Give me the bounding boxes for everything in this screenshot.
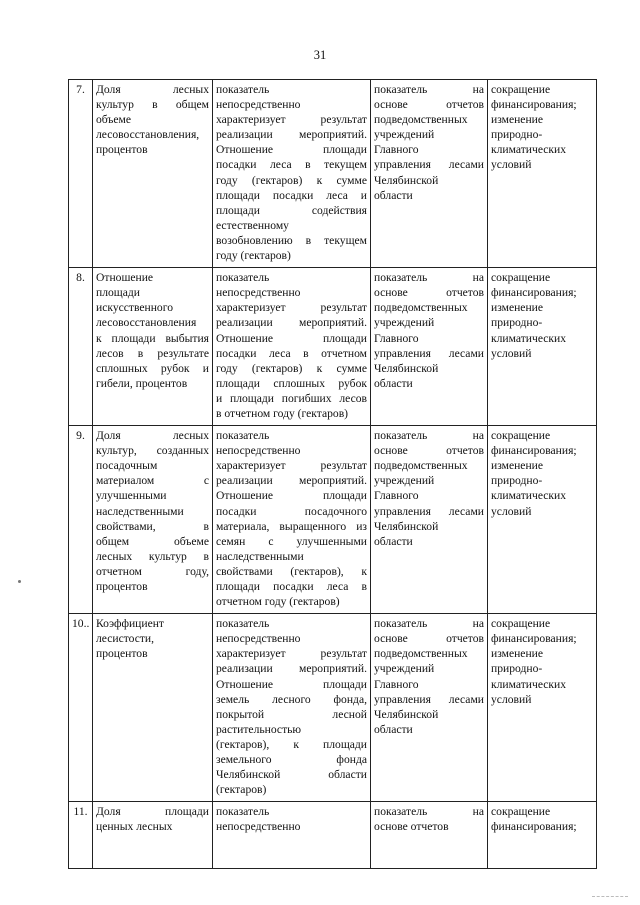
indicator-name-line: площади [96, 286, 140, 300]
indicator-name-line: Доля лесных [96, 429, 209, 443]
indicator-name-cell [93, 268, 213, 426]
risk-factors-line: природно- [491, 662, 543, 676]
risk-factors-cell [488, 802, 597, 869]
indicator-name-cell [93, 802, 213, 869]
data-source-line: учреждений [374, 474, 435, 488]
data-source-line: показатель на [374, 271, 484, 285]
indicator-description-cell [213, 802, 371, 869]
indicator-description-cell [213, 268, 371, 426]
indicator-description-line: непосредственно [216, 444, 301, 458]
risk-factors-line: сокращение [491, 805, 551, 819]
indicator-name-line: отчетном году, [96, 564, 209, 578]
row-number-cell: 11. [69, 802, 93, 869]
data-source-line: области [374, 722, 413, 736]
indicator-name-line: ценных лесных [96, 820, 173, 834]
indicator-name-line: лесных культур в [96, 549, 209, 563]
data-source-line: управления лесами [374, 346, 484, 360]
data-source-line: управления лесами [374, 692, 484, 706]
indicator-description-line: реализации мероприятий. [216, 474, 367, 488]
risk-factors-cell [488, 268, 597, 426]
table-row [69, 426, 597, 614]
indicator-description-line: году (гектаров) к сумме [216, 173, 367, 187]
risk-factors-line: изменение [491, 301, 544, 315]
indicator-name-line: улучшенными [96, 489, 167, 503]
data-source-line: показатель на [374, 805, 484, 819]
indicator-description-line: Челябинской области [216, 768, 367, 782]
indicators-table [68, 79, 597, 869]
indicator-description-line: реализации мероприятий. [216, 316, 367, 330]
indicator-description-line: характеризует результат [216, 647, 367, 661]
indicator-name-line: объеме [96, 113, 132, 127]
risk-factors-cell [488, 80, 597, 268]
table-body [69, 80, 597, 869]
risk-factors-cell [488, 614, 597, 802]
indicator-name-line: лесовосстановления [96, 316, 197, 330]
indicator-description-line: Отношение площади [216, 331, 367, 345]
indicator-description-line: реализации мероприятий. [216, 662, 367, 676]
indicator-description-line: непосредственно [216, 820, 301, 834]
data-source-line: основе отчетов [374, 98, 484, 112]
indicator-name-line: сплошных рубок и [96, 361, 209, 375]
indicator-description-line: земельного фонда [216, 753, 367, 767]
indicator-name-cell [93, 426, 213, 614]
indicator-description-line: в отчетном году (гектаров) [216, 406, 349, 420]
indicator-description-line: отчетном году (гектаров) [216, 595, 340, 609]
indicator-description-line: непосредственно [216, 286, 301, 300]
indicator-name-cell [93, 80, 213, 268]
indicator-name-line: к площади выбытия [96, 331, 209, 345]
risk-factors-line: условий [491, 692, 532, 706]
risk-factors-line: климатических [491, 677, 567, 691]
data-source-line: основе отчетов [374, 820, 449, 834]
indicator-description-line: свойствами (гектаров), к [216, 564, 367, 578]
indicator-description-line: материала, выращенного из [216, 519, 367, 533]
indicator-name-line: общем объеме [96, 534, 209, 548]
risk-factors-line: природно- [491, 474, 543, 488]
data-source-line: подведомственных [374, 459, 468, 473]
data-source-line: подведомственных [374, 647, 468, 661]
data-source-cell [371, 802, 488, 869]
page-number: 31 [313, 48, 327, 62]
indicator-name-line: наследственными [96, 504, 184, 518]
indicator-description-line: показатель [216, 271, 270, 285]
data-source-cell [371, 268, 488, 426]
indicator-name-line: процентов [96, 143, 148, 157]
indicator-description-line: реализации мероприятий. [216, 128, 367, 142]
risk-factors-line: сокращение [491, 83, 551, 96]
indicator-name-line: культур, созданных [96, 444, 209, 458]
indicator-name-line: лесов в результате [96, 346, 209, 360]
risk-factors-line: сокращение [491, 617, 551, 631]
risk-factors-line: климатических [491, 143, 567, 157]
table-row [69, 268, 597, 426]
risk-factors-line: климатических [491, 489, 567, 503]
indicator-description-line: непосредственно [216, 98, 301, 112]
indicator-name-line: материалом с [96, 474, 209, 488]
indicator-name-line: гибели, процентов [96, 376, 188, 390]
indicator-description-line: Отношение площади [216, 143, 367, 157]
risk-factors-line: финансирования; [491, 98, 577, 112]
indicator-description-line: непосредственно [216, 632, 301, 646]
data-source-line: учреждений [374, 128, 435, 142]
data-source-cell [371, 80, 488, 268]
table-row [69, 802, 597, 869]
indicator-name-line: лесовосстановления, [96, 128, 200, 142]
data-source-line: основе отчетов [374, 286, 484, 300]
indicator-description-line: году (гектаров) [216, 249, 291, 263]
risk-factors-line: изменение [491, 459, 544, 473]
risk-factors-line: изменение [491, 113, 544, 127]
indicator-description-line: показатель [216, 83, 270, 96]
indicator-description-line: естественному [216, 218, 289, 232]
risk-factors-line: условий [491, 346, 532, 360]
indicator-description-cell [213, 614, 371, 802]
scan-dot [18, 580, 21, 583]
risk-factors-line: финансирования; [491, 286, 577, 300]
risk-factors-line: финансирования; [491, 820, 577, 834]
data-source-line: учреждений [374, 662, 435, 676]
indicator-description-line: покрытой лесной [216, 707, 367, 721]
indicator-description-line: посадки леса в отчетном [216, 346, 367, 360]
risk-factors-line: сокращение [491, 271, 551, 285]
row-number-cell: 10.. [69, 614, 93, 802]
indicator-description-cell [213, 426, 371, 614]
indicator-description-line: семян с улучшенными [216, 534, 367, 548]
indicator-description-line: характеризует результат [216, 301, 367, 315]
indicator-description-line: (гектаров), к площади [216, 737, 367, 751]
data-source-line: управления лесами [374, 504, 484, 518]
data-source-line: Челябинской [374, 519, 439, 533]
risk-factors-line: изменение [491, 647, 544, 661]
indicator-name-line: культур в общем [96, 98, 209, 112]
data-source-line: области [374, 534, 413, 548]
table-row [69, 80, 597, 268]
data-source-line: показатель на [374, 83, 484, 96]
data-source-cell [371, 426, 488, 614]
row-number-cell: 7. [69, 80, 93, 268]
indicator-name-line: лесистости, [96, 632, 155, 646]
indicator-description-line: земель лесного фонда, [216, 692, 367, 706]
risk-factors-line: природно- [491, 128, 543, 142]
data-source-line: Челябинской [374, 361, 439, 375]
indicator-name-line: искусственного [96, 301, 173, 315]
data-source-line: Главного [374, 489, 419, 503]
data-source-line: Челябинской [374, 707, 439, 721]
indicator-description-line: Отношение площади [216, 489, 367, 503]
indicator-description-line: посадки леса в текущем [216, 158, 367, 172]
data-source-line: Главного [374, 143, 419, 157]
row-number-cell: 9. [69, 426, 93, 614]
data-source-line: управления лесами [374, 158, 484, 172]
indicator-name-line: Доля лесных [96, 83, 209, 96]
indicator-description-line: площади содействия [216, 203, 367, 217]
indicator-description-line: возобновлению в текущем [216, 233, 367, 247]
indicator-name-line: Доля площади [96, 805, 209, 819]
indicator-description-line: и площади погибших лесов [216, 391, 367, 405]
data-source-line: учреждений [374, 316, 435, 330]
indicator-name-cell [93, 614, 213, 802]
indicator-description-line: площади посадки леса в [216, 580, 367, 593]
indicator-description-line: наследственными [216, 549, 304, 563]
indicator-description-line: растительностью [216, 722, 302, 736]
data-source-line: основе отчетов [374, 632, 484, 646]
data-source-cell [371, 614, 488, 802]
risk-factors-line: условий [491, 158, 532, 172]
indicator-description-line: площади сплошных рубок [216, 376, 367, 390]
risk-factors-line: климатических [491, 331, 567, 345]
risk-factors-line: сокращение [491, 429, 551, 443]
indicator-description-line: Отношение площади [216, 677, 367, 691]
indicator-description-line: (гектаров) [216, 783, 267, 797]
data-source-line: показатель на [374, 617, 484, 631]
indicator-description-line: характеризует результат [216, 113, 367, 127]
data-source-line: подведомственных [374, 113, 468, 127]
risk-factors-line: условий [491, 504, 532, 518]
indicator-name-line: процентов [96, 647, 148, 661]
indicator-name-line: Коэффициент [96, 617, 164, 631]
table-row [69, 614, 597, 802]
risk-factors-line: природно- [491, 316, 543, 330]
row-number-cell: 8. [69, 268, 93, 426]
risk-factors-line: финансирования; [491, 632, 577, 646]
data-source-line: Челябинской [374, 173, 439, 187]
indicator-description-line: посадки посадочного [216, 504, 367, 518]
scan-edge-mark [592, 896, 628, 899]
indicator-name-line: Отношение [96, 271, 154, 285]
data-source-line: показатель на [374, 429, 484, 443]
indicator-description-line: году (гектаров) к сумме [216, 361, 367, 375]
risk-factors-cell [488, 426, 597, 614]
indicator-description-cell [213, 80, 371, 268]
indicator-description-line: показатель [216, 429, 270, 443]
indicator-description-line: характеризует результат [216, 459, 367, 473]
indicator-description-line: показатель [216, 617, 270, 631]
risk-factors-line: финансирования; [491, 444, 577, 458]
data-source-line: области [374, 188, 413, 202]
data-source-line: основе отчетов [374, 444, 484, 458]
data-source-line: Главного [374, 331, 419, 345]
indicator-name-line: посадочным [96, 459, 158, 473]
indicator-description-line: показатель [216, 805, 270, 819]
indicator-description-line: площади посадки леса и [216, 188, 367, 202]
data-source-line: области [374, 376, 413, 390]
indicator-name-line: процентов [96, 580, 148, 593]
data-source-line: подведомственных [374, 301, 468, 315]
data-source-line: Главного [374, 677, 419, 691]
indicator-name-line: свойствами, в [96, 519, 209, 533]
